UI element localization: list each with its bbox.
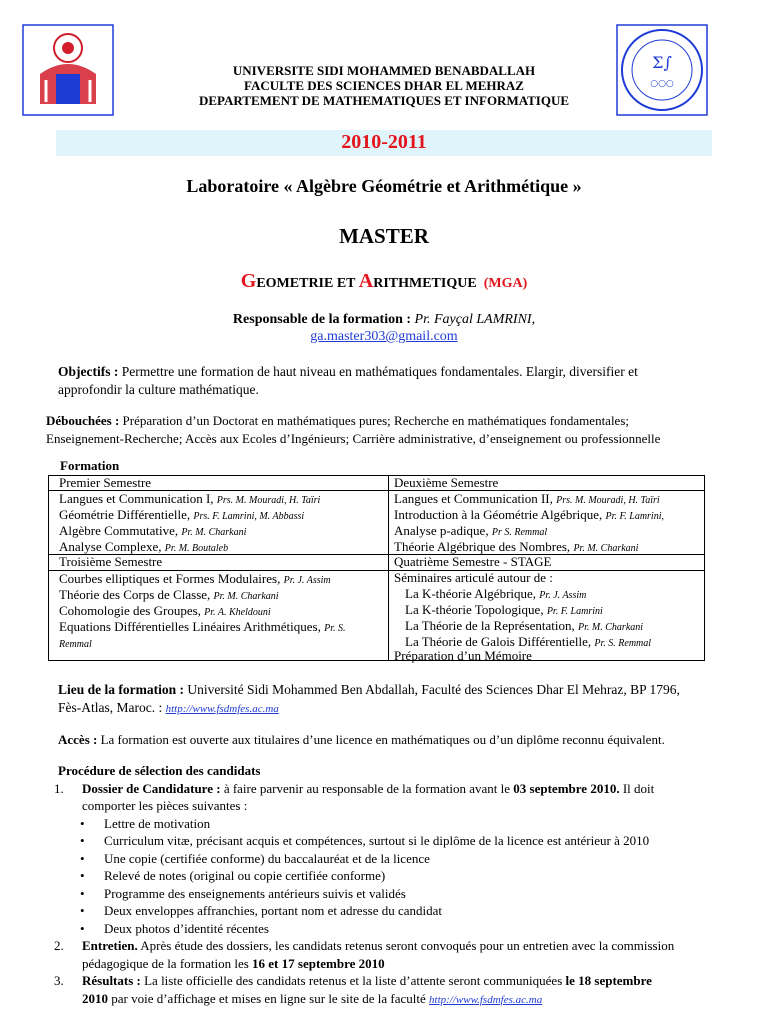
seminars-title: Séminaires articulé autour de : <box>394 570 553 585</box>
s1-course: Langues et Communication I, Prs. M. Mouradi, H. Taïri <box>59 491 321 506</box>
procedure-step-1: 1. Dossier de Candidature : à faire parvenir au responsable de la formation avant le 03 septembre 2010. Il doit comporter les pièces suivantes : <box>54 780 655 813</box>
header <box>0 63 768 108</box>
faculty-site-link[interactable]: http://www.fsdmfes.ac.ma <box>429 993 543 1006</box>
semester-4-title: Quatrième Semestre - STAGE <box>394 554 552 569</box>
curriculum-table <box>48 475 705 661</box>
s3-course: Cohomologie des Groupes, Pr. A. Kheldouni <box>59 603 271 618</box>
university-name: UNIVERSITE SIDI MOHAMMED BENABDALLAH <box>232 63 536 78</box>
email-link[interactable]: ga.master303@gmail.com <box>310 329 458 344</box>
s4-seminar: La Théorie de Galois Différentielle, Pr. S. Remmal <box>405 634 652 649</box>
s1-course: Analyse Complexe, Pr. M. Boutaleb <box>59 539 229 554</box>
list-item: • Deux enveloppes affranchies, portant nom et adresse du candidat <box>58 902 718 920</box>
list-item: • Deux photos d’identité récentes <box>58 920 718 938</box>
acces: Accès : La formation est ouverte aux titulaires d’une licence en mathématiques ou d’un diplôme reconnu équivalent. <box>58 732 665 747</box>
procedure-step-3: 3. Résultats : La liste officielle des candidats retenus et la liste d’attente seront communiquées le 18 septembre 2010 par voie d’affichage et mises en ligne sur le site de la faculté http://www.fsdmfes.ac.ma <box>54 973 652 1006</box>
s4-seminar: La K-théorie Algébrique, Pr. J. Assim <box>405 586 587 601</box>
formation-label: Formation <box>60 458 120 473</box>
semester-3-title: Troisième Semestre <box>59 554 163 569</box>
debouchees: Débouchées : Préparation d’un Doctorat en mathématiques pures; Recherche en mathématiques fondamentales; Enseignement-Recherche; Accès aux Ecoles d’Ingénieurs; Carrière administrative, d’enseignement ou professionnelle <box>46 413 661 446</box>
s3-course: Courbes elliptiques et Formes Modulaires, Pr. J. Assim <box>59 571 331 586</box>
documents-list <box>58 815 718 938</box>
academic-year: 2010-2011 <box>341 131 427 153</box>
procedure-title: Procédure de sélection des candidats <box>58 763 261 778</box>
semester-2-title: Deuxième Semestre <box>394 475 499 490</box>
svg-text:○○○: ○○○ <box>650 79 674 89</box>
s1-course: Algèbre Commutative, Pr. M. Charkani <box>59 523 247 538</box>
s1-course: Géométrie Différentielle, Prs. F. Lamrini, M. Abbassi <box>59 507 305 522</box>
department-name: DEPARTEMENT DE MATHEMATIQUES ET INFORMATIQUE <box>198 93 570 108</box>
list-item: • Programme des enseignements antérieurs suivis et validés <box>58 885 718 903</box>
s4-seminar: La Théorie de la Représentation, Pr. M. Charkani <box>405 618 644 633</box>
responsable: Responsable de la formation : Pr. Fayçal LAMRINI, ga.master303@gmail.com <box>232 312 536 344</box>
semester-1-title: Premier Semestre <box>59 475 152 490</box>
svg-text:Σ∫: Σ∫ <box>652 53 672 72</box>
list-item: • Une copie (certifiée conforme) du baccalauréat et de la licence <box>58 850 718 868</box>
s3-course: Théorie des Corps de Classe, Pr. M. Charkani <box>59 587 279 602</box>
s2-course: Analyse p-adique, Pr S. Remmal <box>394 523 548 538</box>
list-item: • Lettre de motivation <box>58 815 718 833</box>
objectifs: Objectifs : Permettre une formation de haut niveau en mathématiques fondamentales. Elargir, diversifier et approfondir la culture mathématique. <box>58 364 638 397</box>
list-item: • Relevé de notes (original ou copie certifiée conforme) <box>58 867 718 885</box>
s2-course: Théorie Algébrique des Nombres, Pr. M. Charkani <box>394 539 639 554</box>
memoire: Préparation d’un Mémoire <box>394 648 532 663</box>
laboratory-title: Laboratoire « Algèbre Géométrie et Arithmétique » <box>186 176 582 196</box>
s4-seminar: La K-théorie Topologique, Pr. F. Lamrini <box>405 602 603 617</box>
s2-course: Langues et Communication II, Prs. M. Mouradi, H. Taïri <box>394 491 660 506</box>
lieu: Lieu de la formation : Université Sidi Mohammed Ben Abdallah, Faculté des Sciences Dhar El Mehraz, BP 1796, Fès-Atlas, Maroc. : http://www.fsdmfes.ac.ma <box>58 682 680 715</box>
procedure <box>54 762 718 1009</box>
s3-course: Equations Différentielles Linéaires Arithmétiques, Pr. S. <box>59 619 346 634</box>
master-title: MASTER <box>339 224 429 248</box>
program-title: GEOMETRIE ET ARITHMETIQUE (MGA) <box>240 270 528 292</box>
faculty-url-link[interactable]: http://www.fsdmfes.ac.ma <box>165 703 279 715</box>
procedure-step-2: 2. Entretien. Après étude des dossiers, les candidats retenus seront convoqués pour un entretien avec la commission pédagogique de la formation les 16 et 17 septembre 2010 <box>54 938 675 971</box>
s3-course-extra: Remmal <box>59 639 92 650</box>
faculty-name: FACULTE DES SCIENCES DHAR EL MEHRAZ <box>244 78 524 93</box>
list-item: • Curriculum vitæ, précisant acquis et compétences, surtout si le diplôme de la licence est antérieur à 2010 <box>58 832 718 850</box>
s2-course: Introduction à la Géométrie Algébrique, Pr. F. Lamrini, <box>394 507 664 522</box>
